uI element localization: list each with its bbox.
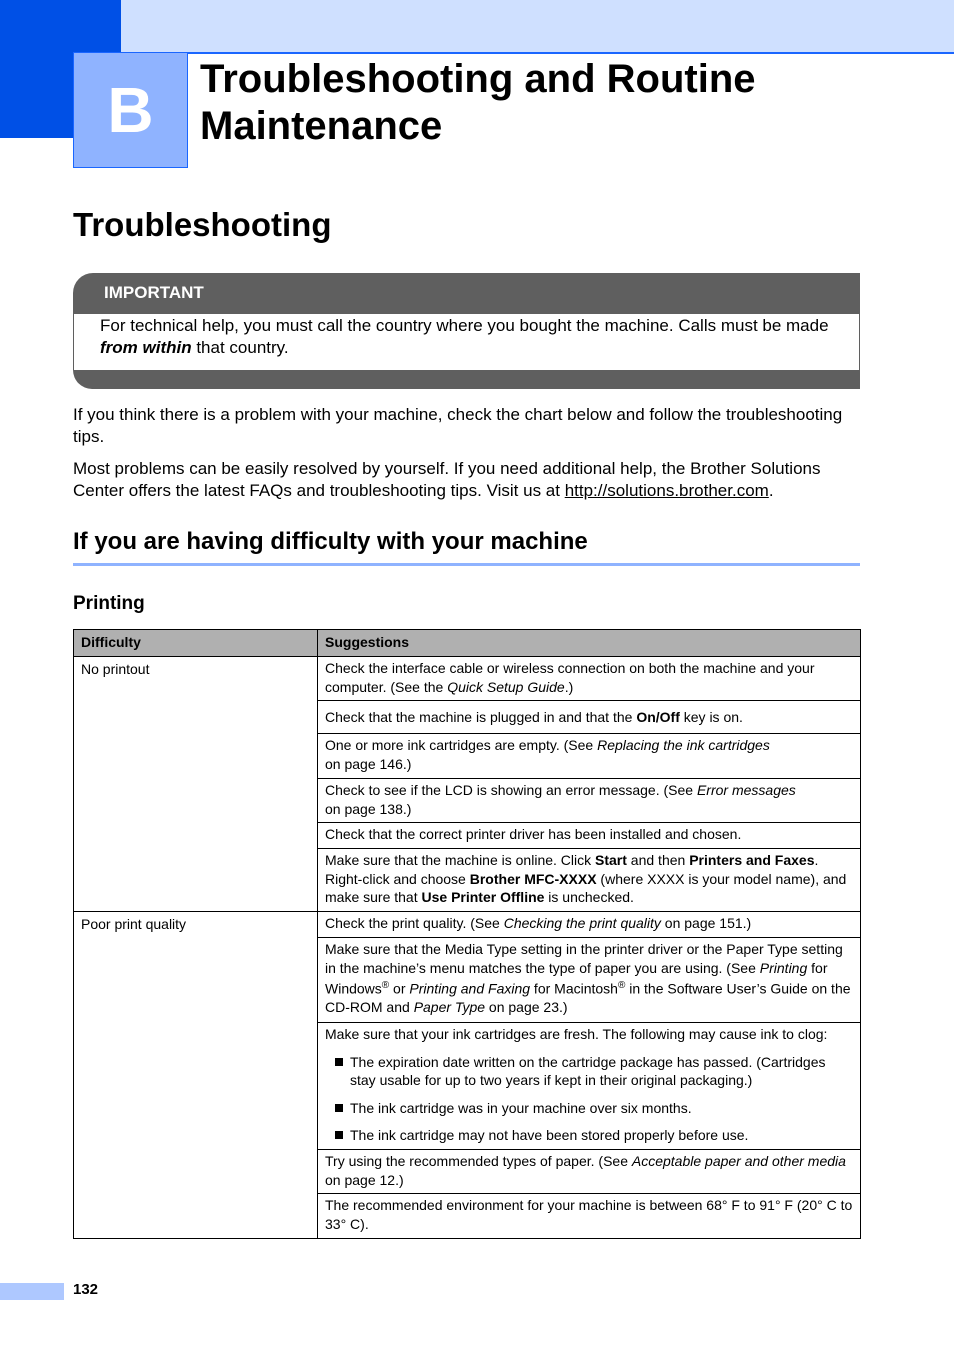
suggestion-cell: Check the interface cable or wireless connection on both the machine and your computer. (See the Quick Setup Guide.) — [318, 657, 861, 701]
solutions-link[interactable]: http://solutions.brother.com — [564, 481, 769, 500]
subsection-rule — [73, 563, 860, 566]
chapter-letter-box: B — [73, 52, 188, 168]
table-row — [74, 912, 861, 938]
subsection-title: If you are having difficulty with your machine — [73, 528, 588, 555]
suggestion-cell: The recommended environment for your machine is between 68° F to 91° F (20° C to 33° C). — [318, 1194, 861, 1239]
suggestion-cell: Make sure that the Media Type setting in the printer driver or the Paper Type setting in the machine’s menu matches the type of paper you are using. (See Printing for Windows® or Printing and Faxing for Macintosh® in the Software User’s Guide on the CD-ROM and Paper Type on page 23.) — [318, 938, 861, 1023]
clog-causes-list — [325, 1053, 853, 1145]
difficulty-cell: No printout — [74, 657, 318, 912]
table-header-row — [74, 630, 861, 657]
important-text-part: that country. — [191, 338, 289, 357]
intro-paragraph-1: If you think there is a problem with your machine, check the chart below and follow the troubleshooting tips. — [73, 405, 843, 446]
intro-paragraph-2 — [73, 458, 863, 502]
page-number-tab — [0, 1283, 64, 1300]
suggestion-cell: Check that the machine is plugged in and that the On/Off key is on. — [318, 701, 861, 734]
suggestion-cell: Check that the correct printer driver has been installed and chosen. — [318, 823, 861, 849]
important-header — [73, 273, 860, 313]
list-item: The expiration date written on the cartridge package has passed. (Cartridges stay usable for up to two years if kept in their original packaging.) — [325, 1053, 853, 1090]
suggestion-cell: Make sure that the machine is online. Click Start and then Printers and Faxes. Right-click and choose Brother MFC-XXXX (where XXXX is your model name), and make sure that Use Printer Offline is unchecked. — [318, 849, 861, 912]
suggestion-cell: Make sure that your ink cartridges are fresh. The following may cause ink to clog: The expiration date written on the cartridge package has passed. (Cartridges stay usable for up to two years if kept in their original packaging.) The ink cartridge was in your machine over six months. The ink cartridge may not have been stored properly before use. — [318, 1023, 861, 1150]
suggestion-cell: One or more ink cartridges are empty. (See Replacing the ink cartridges on page 146.) — [318, 734, 861, 779]
subsubsection-title: Printing — [73, 593, 145, 614]
important-label: IMPORTANT — [104, 283, 204, 302]
important-text — [100, 315, 850, 359]
section-title: Troubleshooting — [73, 206, 332, 243]
intro-text: Most problems can be easily resolved by yourself. If you need additional help, the Brother Solutions Center offers the latest FAQs and troubleshooting tips. Visit us at — [73, 459, 821, 500]
header-difficulty: Difficulty — [74, 630, 318, 657]
chapter-title: Troubleshooting and Routine Maintenance — [200, 57, 756, 148]
troubleshooting-table — [73, 629, 861, 1239]
suggestion-cell: Check to see if the LCD is showing an error message. (See Error messages on page 138.) — [318, 779, 861, 823]
page-number: 132 — [73, 1281, 99, 1298]
header-suggestions: Suggestions — [318, 630, 861, 657]
difficulty-cell: Poor print quality — [74, 912, 318, 1239]
suggestion-cell: Try using the recommended types of paper. (See Acceptable paper and other media on page 12.) — [318, 1150, 861, 1194]
suggestion-cell: Check the print quality. (See Checking the print quality on page 151.) — [318, 912, 861, 938]
important-footer — [73, 370, 860, 389]
important-divider — [73, 313, 860, 314]
important-text-part: For technical help, you must call the country where you bought the machine. Calls must be made — [100, 316, 829, 335]
list-item: The ink cartridge may not have been stored properly before use. — [325, 1126, 853, 1145]
table-row — [74, 657, 861, 701]
intro-text: . — [768, 481, 774, 500]
header-band — [121, 0, 954, 54]
list-item: The ink cartridge was in your machine over six months. — [325, 1099, 853, 1118]
important-emphasis: from within — [100, 338, 192, 357]
